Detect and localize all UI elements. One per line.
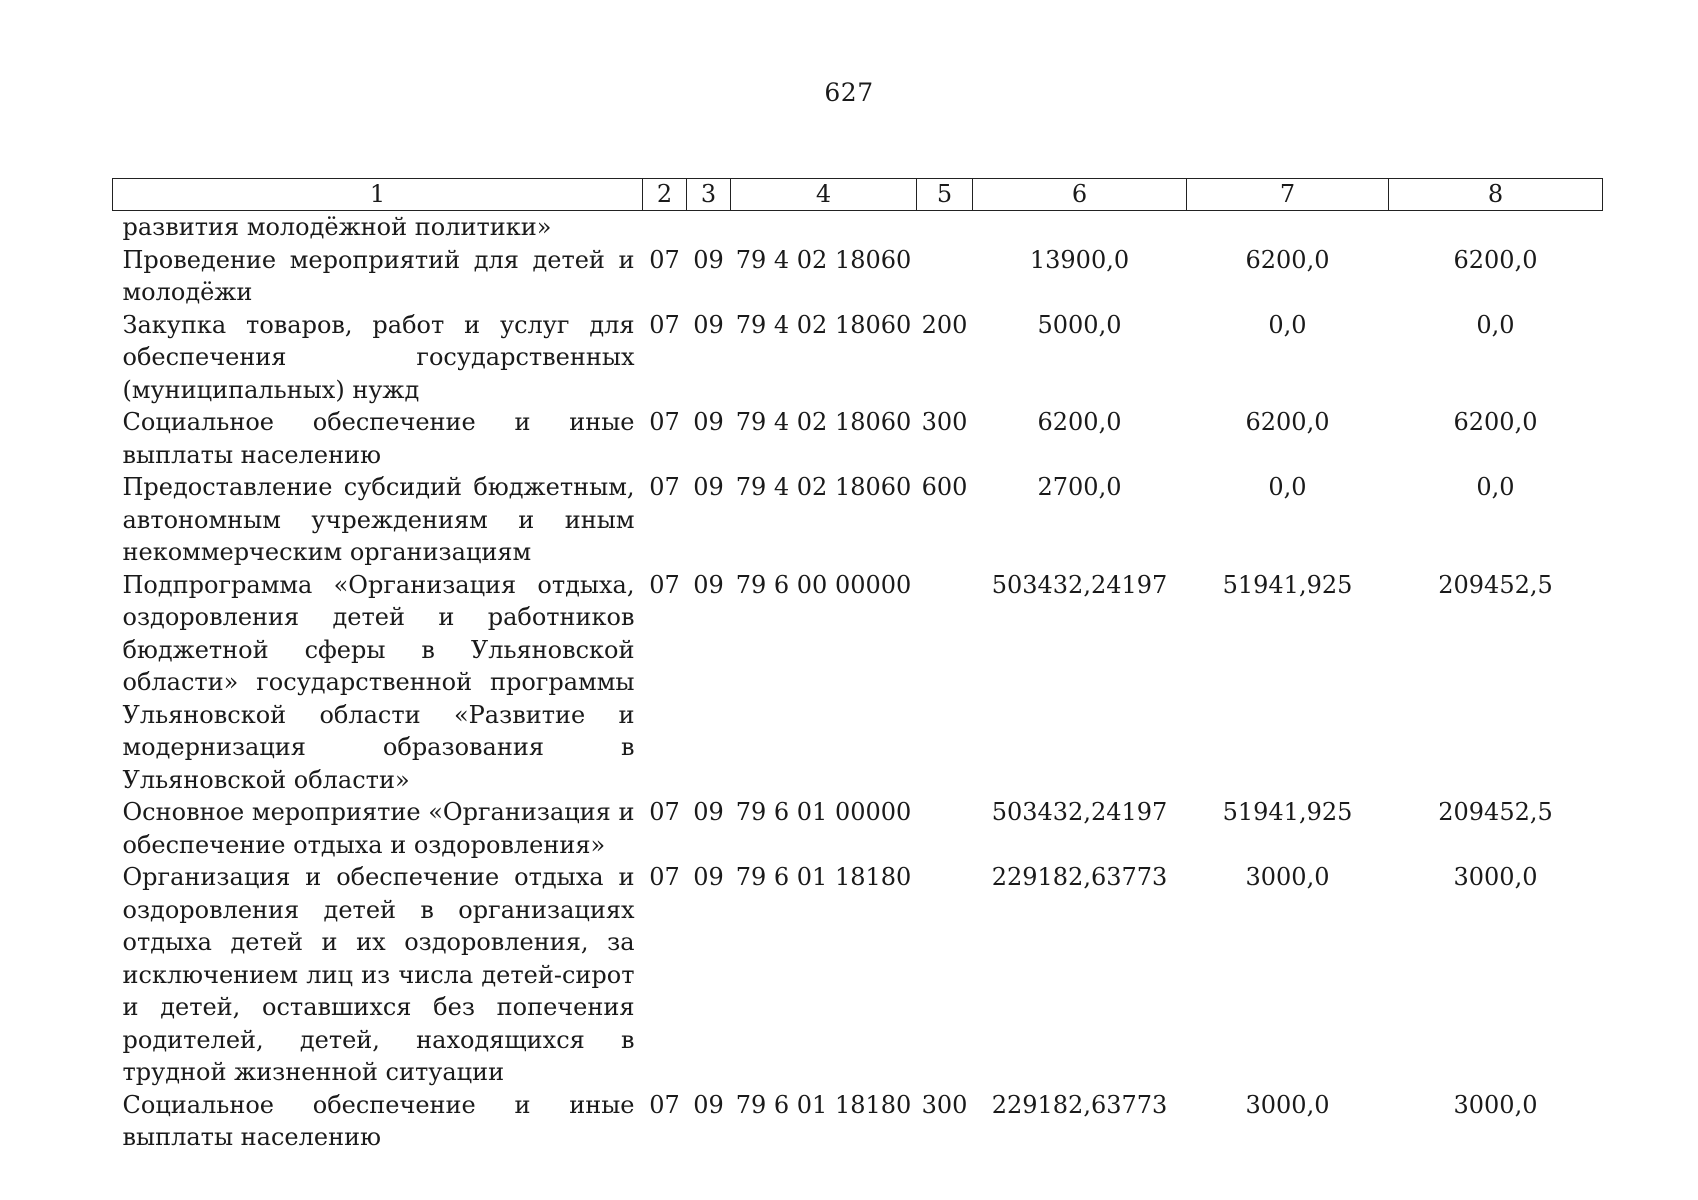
column-header-5: 5 (917, 179, 973, 211)
amount-col8-cell: 209452,5 (1438, 798, 1553, 826)
column-header-1: 1 (113, 179, 643, 211)
subsection-code-cell: 09 (693, 570, 724, 599)
subsection-code-cell: 09 (693, 473, 724, 501)
amount-col7-cell: 0,0 (1268, 310, 1307, 339)
expense-type-cell: 200 (921, 310, 968, 339)
row-name-cell: Закупка товаров, работ и услуг для обеспечения государственных (муниципальных) нужд (122, 310, 635, 404)
target-article-cell: 79 4 02 18060 (735, 310, 912, 339)
amount-col7-cell: 6200,0 (1245, 245, 1330, 274)
amount-col6-cell: 5000,0 (1037, 310, 1122, 339)
amount-col6-cell: 13900,0 (1029, 245, 1130, 274)
expense-type-cell (917, 796, 973, 861)
page-number: 627 (824, 78, 874, 107)
target-article-cell: 79 4 02 18060 (735, 245, 912, 274)
subsection-code-cell: 09 (693, 408, 724, 436)
amount-col6-cell: 6200,0 (1037, 408, 1122, 436)
header-row (113, 179, 1603, 211)
subsection-code-cell: 09 (693, 310, 724, 339)
table-row (113, 309, 1603, 407)
amount-col7-cell (1187, 211, 1389, 244)
expense-type-cell: 300 (921, 1090, 968, 1119)
section-code-cell: 07 (649, 863, 680, 891)
amount-col6-cell: 229182,63773 (991, 863, 1168, 891)
table-row (113, 406, 1603, 471)
column-header-6: 6 (973, 179, 1187, 211)
expense-type-cell (917, 211, 973, 244)
target-article-cell: 79 6 01 00000 (735, 798, 912, 826)
section-code-cell: 07 (649, 310, 680, 339)
amount-col7-cell: 51941,925 (1222, 798, 1353, 826)
table-row (113, 861, 1603, 1089)
section-code-cell: 07 (649, 570, 680, 599)
amount-col8-cell: 209452,5 (1438, 570, 1553, 599)
row-name-cell: развития молодёжной политики» (122, 213, 552, 241)
section-code-cell: 07 (649, 408, 680, 436)
column-header-7: 7 (1187, 179, 1389, 211)
target-article-cell: 79 6 01 18180 (735, 1090, 912, 1119)
table-row (113, 569, 1603, 797)
subsection-code-cell: 09 (693, 245, 724, 274)
amount-col7-cell: 3000,0 (1245, 1090, 1330, 1119)
budget-table (112, 178, 1603, 1154)
amount-col8-cell: 0,0 (1476, 473, 1515, 501)
amount-col6-cell: 229182,63773 (991, 1090, 1168, 1119)
amount-col8-cell: 3000,0 (1453, 863, 1538, 891)
expense-type-cell (917, 861, 973, 1089)
section-code-cell: 07 (649, 1090, 680, 1119)
row-name-cell: Социальное обеспечение и иные выплаты населению (122, 408, 635, 469)
expense-type-cell: 300 (921, 408, 968, 436)
subsection-code-cell: 09 (693, 1090, 724, 1119)
row-name-cell: Подпрограмма «Организация отдыха, оздоровления детей и работников бюджетной сферы в Ульяновской области» государственной программы Ульяновской области «Развитие и модернизация образования в Ульяновской области» (122, 570, 635, 794)
amount-col7-cell: 0,0 (1268, 473, 1307, 501)
column-header-8: 8 (1389, 179, 1603, 211)
expense-type-cell (917, 244, 973, 309)
subsection-code-cell: 09 (693, 798, 724, 826)
amount-col8-cell: 6200,0 (1453, 245, 1538, 274)
table-row (113, 1089, 1603, 1154)
section-code-cell (643, 211, 687, 244)
amount-col8-cell: 3000,0 (1453, 1090, 1538, 1119)
amount-col7-cell: 51941,925 (1222, 570, 1353, 599)
row-name-cell: Проведение мероприятий для детей и молодёжи (122, 245, 635, 306)
column-header-4: 4 (731, 179, 917, 211)
amount-col7-cell: 6200,0 (1245, 408, 1330, 436)
amount-col6-cell (973, 211, 1187, 244)
target-article-cell: 79 6 00 00000 (735, 570, 912, 599)
amount-col6-cell: 503432,24197 (991, 798, 1168, 826)
target-article-cell (731, 211, 917, 244)
row-name-cell: Организация и обеспечение отдыха и оздоровления детей в организациях отдыха детей и их оздоровления, за исключением лиц из числа детей-сирот и детей, оставшихся без попечения родителей, детей, находящихся в трудной жизненной ситуации (122, 863, 635, 1086)
target-article-cell: 79 6 01 18180 (735, 863, 912, 891)
target-article-cell: 79 4 02 18060 (735, 473, 912, 501)
expense-type-cell (917, 569, 973, 797)
amount-col6-cell: 503432,24197 (991, 570, 1168, 599)
amount-col7-cell: 3000,0 (1245, 863, 1330, 891)
row-name-cell: Основное мероприятие «Организация и обеспечение отдыха и оздоровления» (122, 798, 635, 859)
table-row (113, 471, 1603, 569)
row-name-cell: Предоставление субсидий бюджетным, автономным учреждениям и иным некоммерческим организациям (122, 473, 635, 566)
subsection-code-cell (687, 211, 731, 244)
section-code-cell: 07 (649, 473, 680, 501)
row-name-cell: Социальное обеспечение и иные выплаты населению (122, 1090, 635, 1151)
amount-col8-cell: 6200,0 (1453, 408, 1538, 436)
column-header-2: 2 (643, 179, 687, 211)
table-row (113, 244, 1603, 309)
table-row (113, 796, 1603, 861)
amount-col8-cell (1389, 211, 1603, 244)
expense-type-cell: 600 (921, 473, 968, 501)
section-code-cell: 07 (649, 798, 680, 826)
amount-col8-cell: 0,0 (1476, 310, 1515, 339)
target-article-cell: 79 4 02 18060 (735, 408, 912, 436)
column-header-3: 3 (687, 179, 731, 211)
amount-col6-cell: 2700,0 (1037, 473, 1122, 501)
section-code-cell: 07 (649, 245, 680, 274)
table-row (113, 211, 1603, 244)
subsection-code-cell: 09 (693, 863, 724, 891)
